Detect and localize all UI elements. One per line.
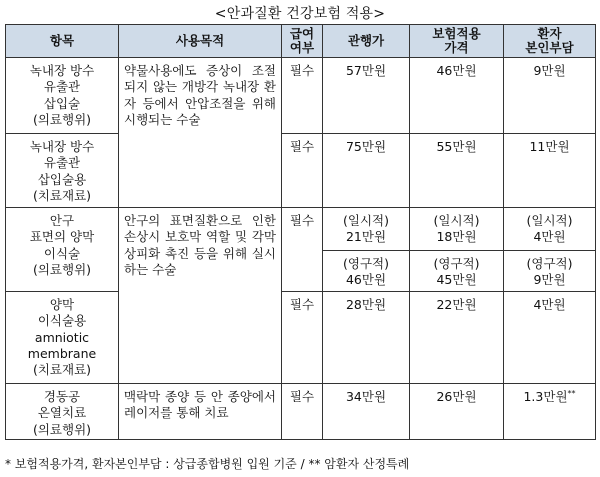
benefit-cell: 필수 [282,292,323,384]
header-item: 항목 [6,25,119,58]
footnote: * 보험적용가격, 환자본인부담 : 상급종합병원 입원 기준 / ** 암환자 산정특례 [5,457,410,471]
price-cell: 28만원 [323,292,410,384]
header-row [6,25,596,58]
price-cell: (영구적) 46만원 [323,251,410,292]
footnote-mark: ** [567,389,576,398]
purpose-cell: 안구의 표면질환으로 인한 손상시 보호막 역할 및 각막 상피화 촉진 등을 위해 실시하는 수술 [119,208,282,384]
patient-cell: (일시적) 4만원 [504,208,596,251]
purpose-cell: 약물사용에도 증상이 조절되지 않는 개방각 녹내장 환자 등에서 안압조절을 위해 시행되는 수술 [119,58,282,208]
insured-cell: 26만원 [410,384,504,440]
insured-cell: (영구적) 45만원 [410,251,504,292]
insured-cell: 46만원 [410,58,504,134]
benefit-cell: 필수 [282,134,323,208]
item-cell: 양막 이식술용 amniotic membrane (치료재료) [6,292,119,384]
patient-cell: (영구적) 9만원 [504,251,596,292]
item-cell: 녹내장 방수 유출관 삽입술용 (치료재료) [6,134,119,208]
price-cell: (일시적) 21만원 [323,208,410,251]
header-price: 관행가 [323,25,410,58]
price-cell: 57만원 [323,58,410,134]
header-purpose: 사용목적 [119,25,282,58]
insured-cell: (일시적) 18만원 [410,208,504,251]
table-row [6,384,596,440]
header-insured: 보험적용 가격 [410,25,504,58]
patient-cell: 9만원 [504,58,596,134]
price-cell: 34만원 [323,384,410,440]
patient-cell: 4만원 [504,292,596,384]
benefit-cell: 필수 [282,384,323,440]
purpose-cell: 맥락막 종양 등 안 종양에서 레이저를 통해 치료 [119,384,282,440]
price-cell: 75만원 [323,134,410,208]
table-row [6,58,596,134]
coverage-table [5,24,596,440]
table-row [6,134,596,208]
header-patient: 환자 본인부담 [504,25,596,58]
header-benefit: 급여 여부 [282,25,323,58]
table-title: <안과질환 건강보험 적용> [214,6,386,22]
table-row [6,292,596,384]
insured-cell: 55만원 [410,134,504,208]
benefit-cell: 필수 [282,58,323,134]
item-cell: 녹내장 방수 유출관 삽입술 (의료행위) [6,58,119,134]
item-cell: 안구 표면의 양막 이식술 (의료행위) [6,208,119,292]
patient-cell: 1.3만원** [504,384,596,440]
table-row [6,208,596,251]
insured-cell: 22만원 [410,292,504,384]
item-cell: 경동공 온열치료 (의료행위) [6,384,119,440]
patient-cell: 11만원 [504,134,596,208]
benefit-cell: 필수 [282,208,323,292]
